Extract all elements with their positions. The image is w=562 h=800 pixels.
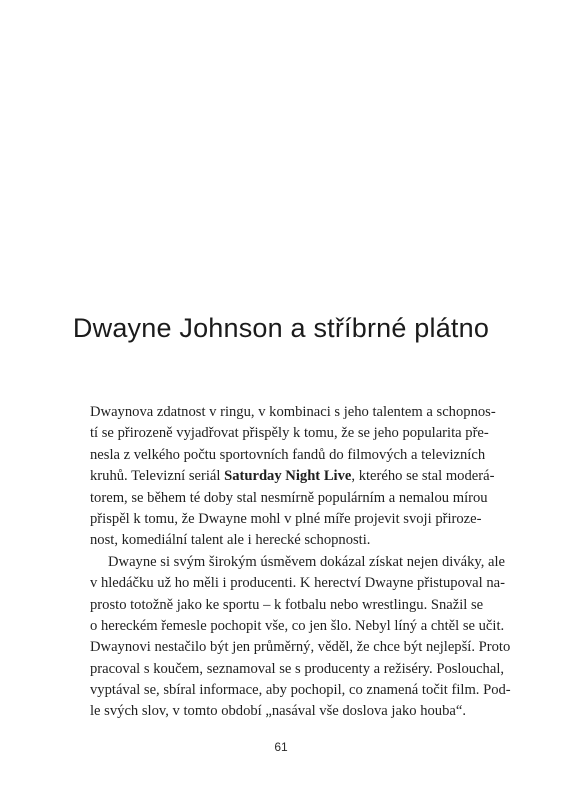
text-line: prosto totožně jako ke sportu – k fotbalu nebo wrestlingu. Snažil se bbox=[90, 596, 484, 613]
show-title: Saturday Night Live bbox=[224, 468, 352, 485]
text-line: přispěl k tomu, že Dwayne mohl v plné míře projevit svoji přiroze- bbox=[90, 510, 482, 527]
text-line: nesla z velkého počtu sportovních fandů do filmových a televizních bbox=[90, 446, 486, 463]
text-line bbox=[90, 466, 495, 487]
text-line: Dwaynova zdatnost v ringu, v kombinaci s jeho talentem a schopnos- bbox=[90, 404, 496, 420]
text-segment: kruhů. Televizní seriál bbox=[90, 468, 225, 485]
chapter-title: Dwayne Johnson a stříbrné plátno bbox=[72, 313, 490, 343]
text-line: v hledáčku už ho měli i producenti. K herectví Dwayne přistupoval na- bbox=[90, 575, 505, 592]
text-line: o hereckém řemesle pochopit vše, co jen šlo. Nebyl líný a chtěl se učit. bbox=[90, 617, 505, 634]
chapter-body bbox=[90, 402, 511, 723]
text-line: le svých slov, v tomto období „nasával vše doslova jako houba“. bbox=[90, 703, 466, 720]
text-line: Dwayne si svým širokým úsměvem dokázal získat nejen diváky, ale bbox=[108, 553, 506, 570]
text-line: nost, komediální talent ale i herecké schopnosti. bbox=[90, 532, 371, 549]
text-segment: , kterého se stal moderá- bbox=[351, 468, 495, 485]
text-line: Dwaynovi nestačilo být jen průměrný, věděl, že chce být nejlepší. Proto bbox=[90, 639, 511, 656]
text-line: tí se přirozeně vyjadřovat přispěly k tomu, že se jeho popularita pře- bbox=[90, 425, 489, 442]
text-line: vyptával se, sbíral informace, aby pochopil, co znamená točit film. Pod- bbox=[90, 682, 511, 699]
paragraph-2 bbox=[90, 552, 511, 723]
text-line: pracoval s koučem, seznamoval se s producenty a režiséry. Poslouchal, bbox=[90, 660, 505, 677]
text-line: torem, se během té doby stal nesmírně populárním a nemalou mírou bbox=[90, 489, 488, 506]
paragraph-1 bbox=[90, 402, 496, 552]
page-number: 61 bbox=[274, 740, 288, 754]
